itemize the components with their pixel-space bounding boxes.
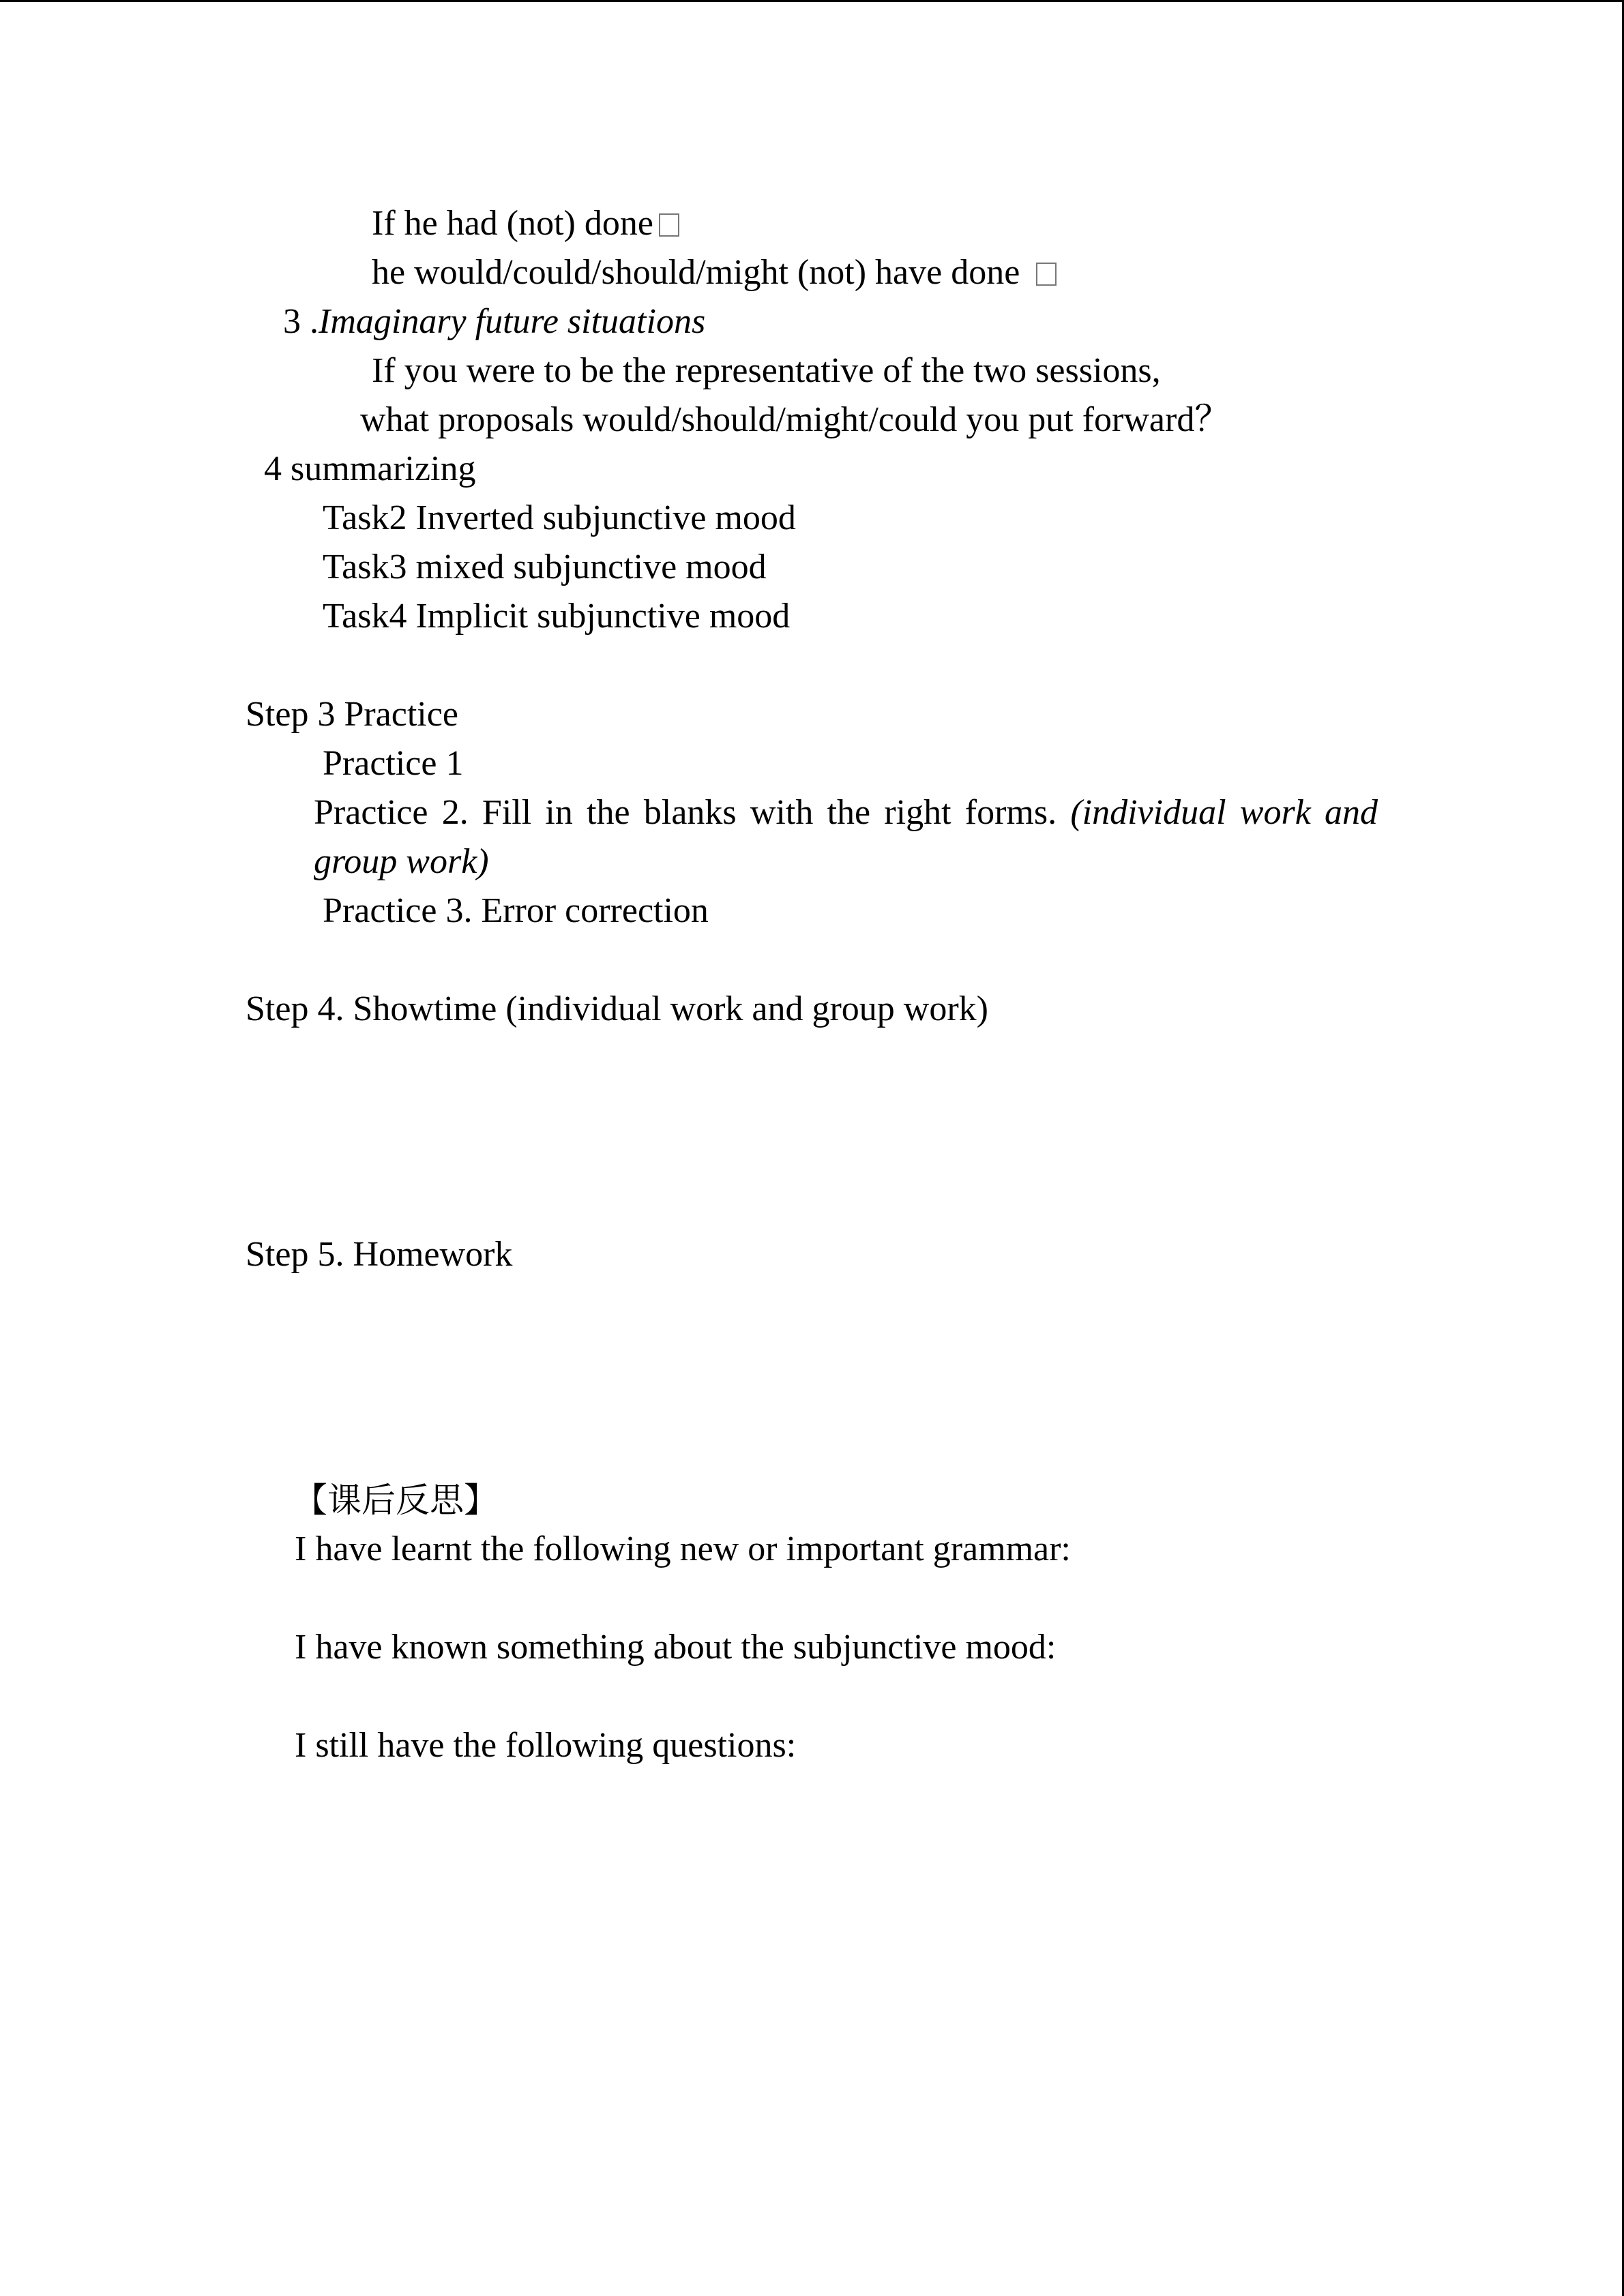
blank-box-icon [659, 213, 679, 237]
result-past-text: he would/could/should/might (not) have done [372, 253, 1020, 292]
reflection-subjunctive-line: I have known something about the subjunctive mood: [295, 1628, 1057, 1667]
future-condition-line: If you were to be the representative of the two sessions, [372, 351, 1161, 390]
conditional-past-text: If he had (not) done [372, 204, 653, 243]
practice-2-paragraph [314, 788, 1378, 886]
section-4-heading: 4 summarizing [264, 449, 476, 488]
reflection-title: 【课后反思】 [293, 1480, 498, 1520]
step-4-heading: Step 4. Showtime (individual work and group work) [246, 989, 988, 1028]
blank-box-icon [1036, 263, 1057, 286]
practice-2-text: Practice 2. Fill in the blanks with the right forms. [314, 793, 1071, 832]
section-3-heading [283, 301, 705, 342]
practice-2-note: (individual work and group work) [314, 793, 1378, 881]
reflection-grammar-line: I have learnt the following new or important grammar: [295, 1530, 1071, 1568]
result-past-line [372, 252, 1057, 293]
section-3-title: Imaginary future situations [319, 302, 706, 341]
practice-1-line: Practice 1 [323, 744, 464, 783]
task2-line: Task2 Inverted subjunctive mood [323, 498, 796, 537]
section-3-number: 3 . [283, 302, 319, 341]
task3-line: Task3 mixed subjunctive mood [323, 548, 767, 586]
task4-line: Task4 Implicit subjunctive mood [323, 597, 791, 636]
step-3-heading: Step 3 Practice [246, 695, 458, 734]
reflection-questions-line: I still have the following questions: [295, 1726, 797, 1765]
conditional-past-line [372, 203, 679, 244]
page-border-top [0, 0, 1624, 2]
practice-3-line: Practice 3. Error correction [323, 891, 709, 930]
step-5-heading: Step 5. Homework [246, 1235, 513, 1274]
future-question-line: what proposals would/should/might/could you put forward？ [360, 400, 1230, 439]
